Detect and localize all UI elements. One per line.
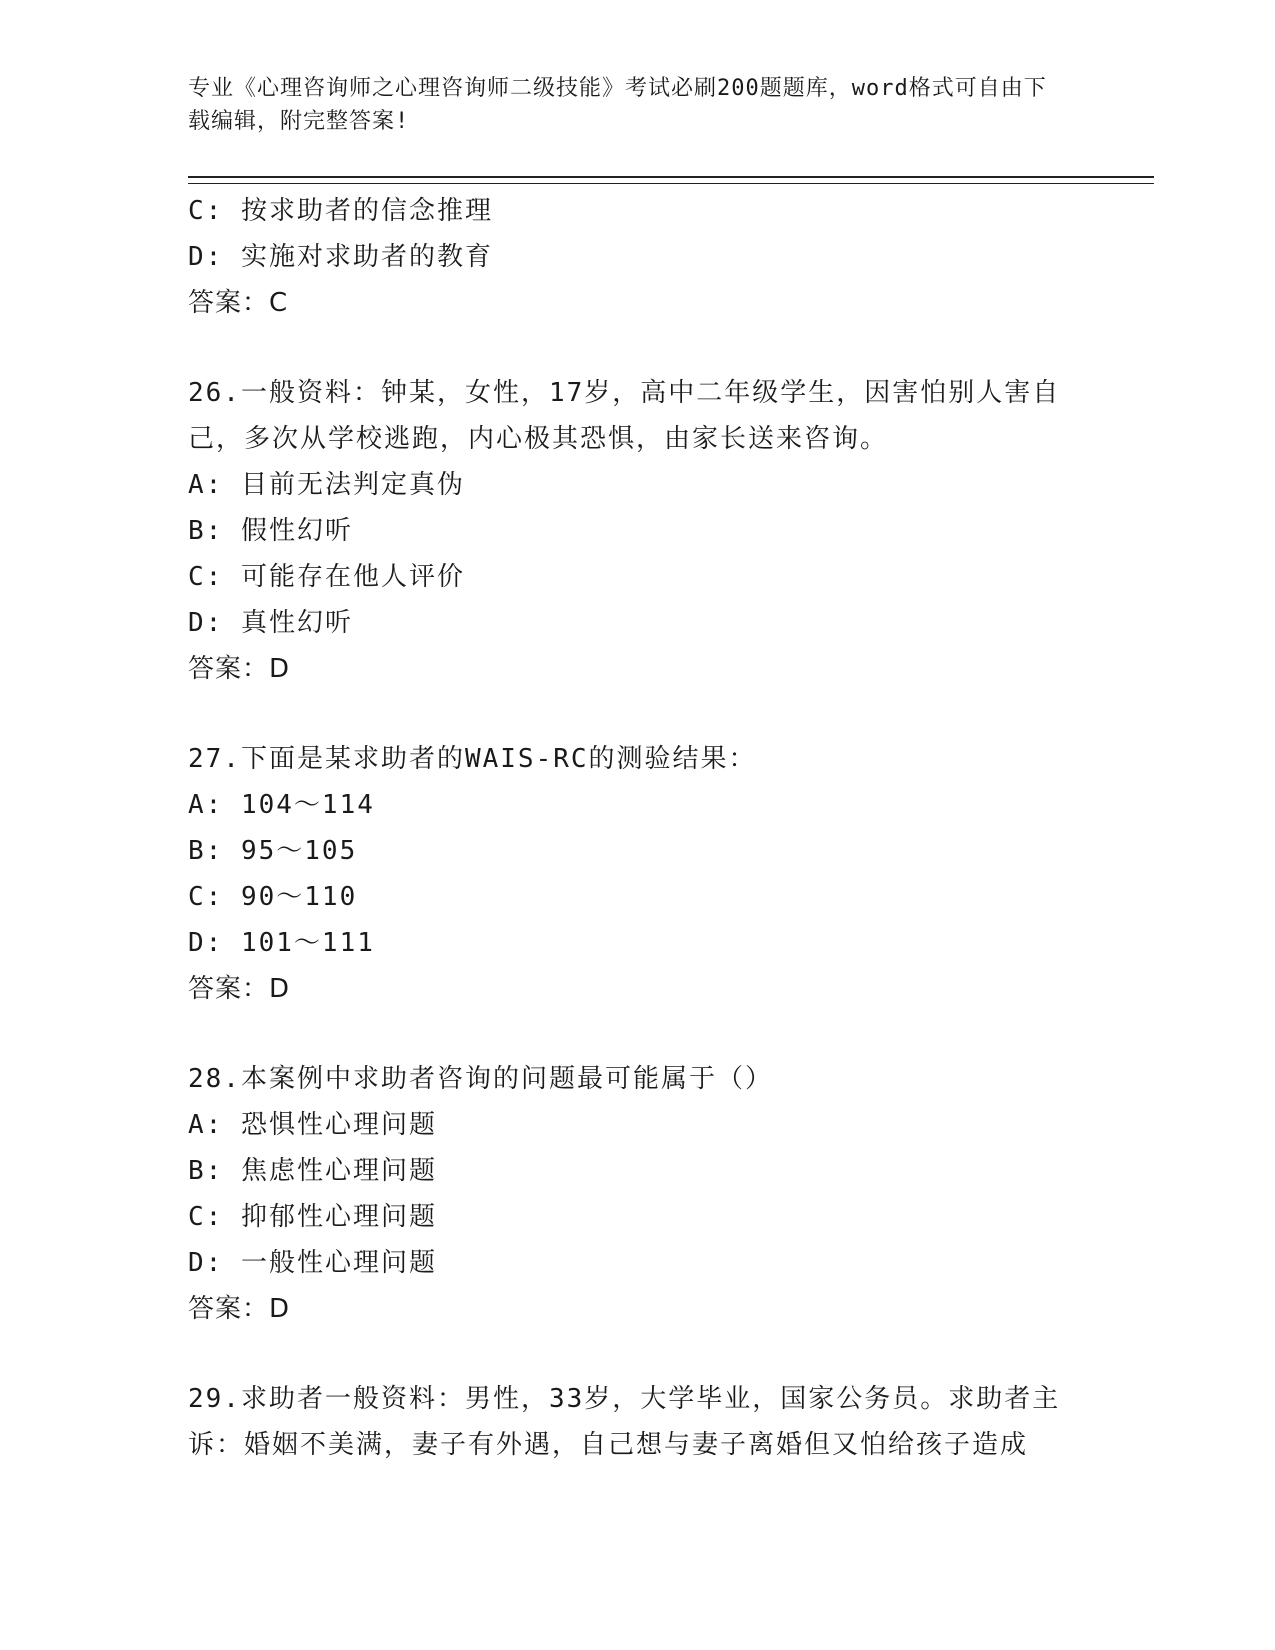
question-stem: 27.下面是某求助者的WAIS-RC的测验结果：: [188, 744, 757, 774]
header-divider: [188, 176, 1154, 184]
question-stem: 28.本案例中求助者咨询的问题最可能属于（）: [188, 1064, 773, 1094]
option-b: B: 假性幻听: [188, 516, 353, 546]
option-d: D: 真性幻听: [188, 608, 353, 638]
option-d: D: 实施对求助者的教育: [188, 242, 493, 272]
option-d: D: 一般性心理问题: [188, 1248, 437, 1278]
option-b: B: 焦虑性心理问题: [188, 1156, 437, 1186]
spacer: [188, 692, 1088, 736]
option-a: A: 恐惧性心理问题: [188, 1110, 437, 1140]
option-b: B: 95～105: [188, 836, 358, 866]
spacer: [188, 1332, 1088, 1376]
question-stem: 己，多次从学校逃跑，内心极其恐惧，由家长送来咨询。: [188, 424, 889, 454]
option-a: A: 目前无法判定真伪: [188, 470, 465, 500]
option-c: C: 按求助者的信念推理: [188, 196, 493, 226]
question-stem: 诉：婚姻不美满，妻子有外遇，自己想与妻子离婚但又怕给孩子造成: [188, 1430, 1029, 1460]
document-body: [188, 188, 1088, 1468]
option-a: A: 104～114: [188, 790, 375, 820]
page-header: 专业《心理咨询师之心理咨询师二级技能》考试必刷200题题库，word格式可自由下载编辑，附完整答案!: [188, 76, 1047, 134]
option-c: C: 90～110: [188, 882, 358, 912]
question-26: [188, 370, 1088, 692]
question-28: [188, 1056, 1088, 1332]
option-c: C: 抑郁性心理问题: [188, 1202, 437, 1232]
option-d: D: 101～111: [188, 928, 375, 958]
answer-line: 答案：D: [188, 654, 291, 684]
answer-line: 答案：D: [188, 1294, 291, 1324]
spacer: [188, 1012, 1088, 1056]
question-29: [188, 1376, 1088, 1468]
spacer: [188, 326, 1088, 370]
question-27: [188, 736, 1088, 1012]
question-stem: 29.求助者一般资料：男性，33岁，大学毕业，国家公务员。求助者主: [188, 1384, 1061, 1414]
option-c: C: 可能存在他人评价: [188, 562, 465, 592]
question-stem: 26.一般资料：钟某，女性，17岁，高中二年级学生，因害怕别人害自: [188, 378, 1061, 408]
answer-line: 答案：C: [188, 288, 289, 318]
question-25-continued: [188, 188, 1088, 326]
answer-line: 答案：D: [188, 974, 291, 1004]
